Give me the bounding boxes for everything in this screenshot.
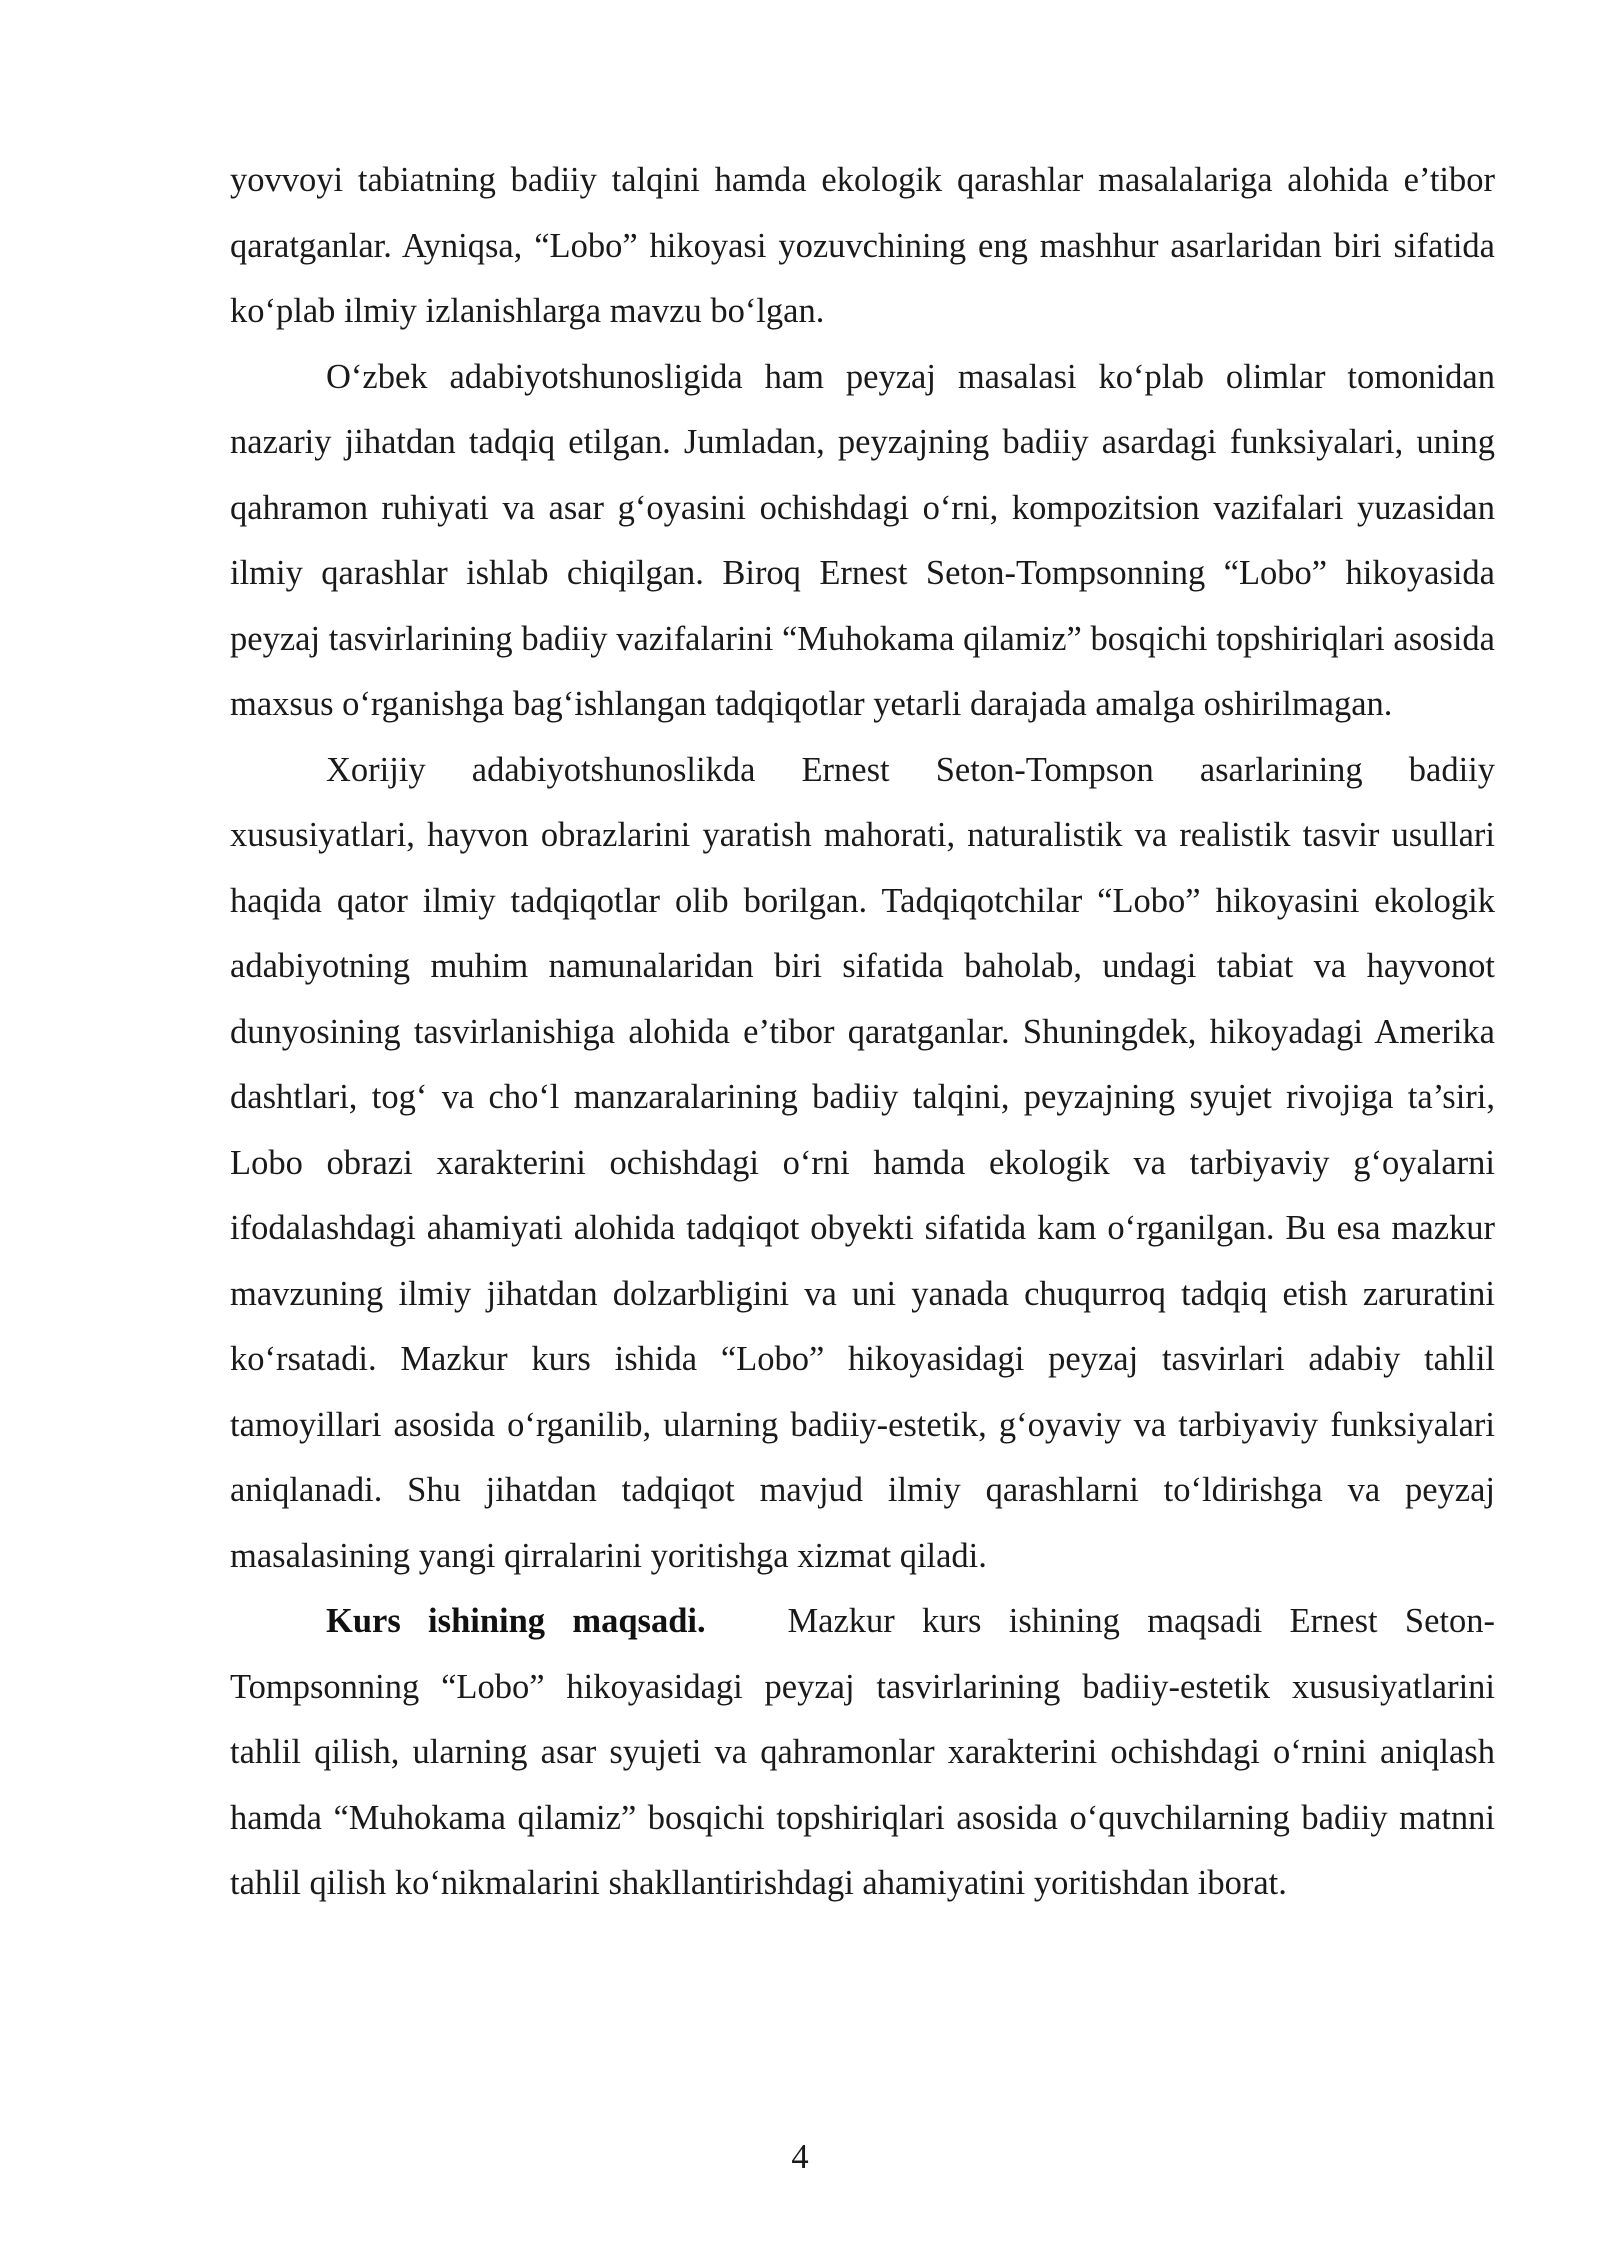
course-goal-text: Mazkur kurs ishining maqsadi Ernest Seton-Tompsonning “Lobo” hikoyasidagi peyzaj tasvirlarining badiiy-estetik xususiyatlarini tahlil qilish, ularning asar syujeti va qahramonlar xarakterini ochishdagi o‘rnini aniqlash hamda “Muhokama qilamiz” bosqichi topshiriqlari asosida o‘quvchilarning badiiy matnni tahlil qilish ko‘nikmalarini shakllantirishdagi ahamiyatini yoritishdan iborat. [230,1602,1495,1902]
course-goal-heading: Kurs ishining maqsadi. [326,1602,706,1640]
paragraph-foreign-literary-studies: Xorijiy adabiyotshunoslikda Ernest Seton-Tompson asarlarining badiiy xususiyatlari, hayvon obrazlarini yaratish mahorati, naturalistik va realistik tasvir usullari haqida qator ilmiy tadqiqotlar olib borilgan. Tadqiqotchilar “Lobo” hikoyasini ekologik adabiyotning muhim namunalaridan biri sifatida baholab, undagi tabiat va hayvonot dunyosining tasvirlanishiga alohida e’tibor qaratganlar. Shuningdek, hikoyadagi Amerika dashtlari, tog‘ va cho‘l manzaralarining badiiy talqini, peyzajning syujet rivojiga ta’siri, Lobo obrazi xarakterini ochishdagi o‘rni hamda ekologik va tarbiyaviy g‘oyalarni ifodalashdagi ahamiyati alohida tadqiqot obyekti sifatida kam o‘rganilgan. Bu esa mazkur mavzuning ilmiy jihatdan dolzarbligini va uni yanada chuqurroq tadqiq etish zaruratini ko‘rsatadi. Mazkur kurs ishida “Lobo” hikoyasidagi peyzaj tasvirlari adabiy tahlil tamoyillari asosida o‘rganilib, ularning badiiy-estetik, g‘oyaviy va tarbiyaviy funksiyalari aniqlanadi. Shu jihatdan tadqiqot mavjud ilmiy qarashlarni to‘ldirishga va peyzaj masalasining yangi qirralarini yoritishga xizmat qiladi. [230,750,1495,1575]
paragraph-course-goal [230,1589,1495,1917]
paragraph-continuation: yovvoyi tabiatning badiiy talqini hamda ekologik qarashlar masalalariga alohida e’tibor qaratganlar. Ayniqsa, “Lobo” hikoyasi yozuvchining eng mashhur asarlaridan biri sifatida ko‘plab ilmiy izlanishlarga mavzu bo‘lgan. [230,161,1495,330]
page-number: 4 [791,2138,809,2176]
page-body [230,148,1495,1917]
paragraph-uzbek-literary-studies: O‘zbek adabiyotshunosligida ham peyzaj masalasi ko‘plab olimlar tomonidan nazariy jihatdan tadqiq etilgan. Jumladan, peyzajning badiiy asardagi funksiyalari, uning qahramon ruhiyati va asar g‘oyasini ochishdagi o‘rni, kompozitsion vazifalari yuzasidan ilmiy qarashlar ishlab chiqilgan. Biroq Ernest Seton-Tompsonning “Lobo” hikoyasida peyzaj tasvirlarining badiiy vazifalarini “Muhokama qilamiz” bosqichi topshiriqlari asosida maxsus o‘rganishga bag‘ishlangan tadqiqotlar yetarli darajada amalga oshirilmagan. [230,357,1495,723]
